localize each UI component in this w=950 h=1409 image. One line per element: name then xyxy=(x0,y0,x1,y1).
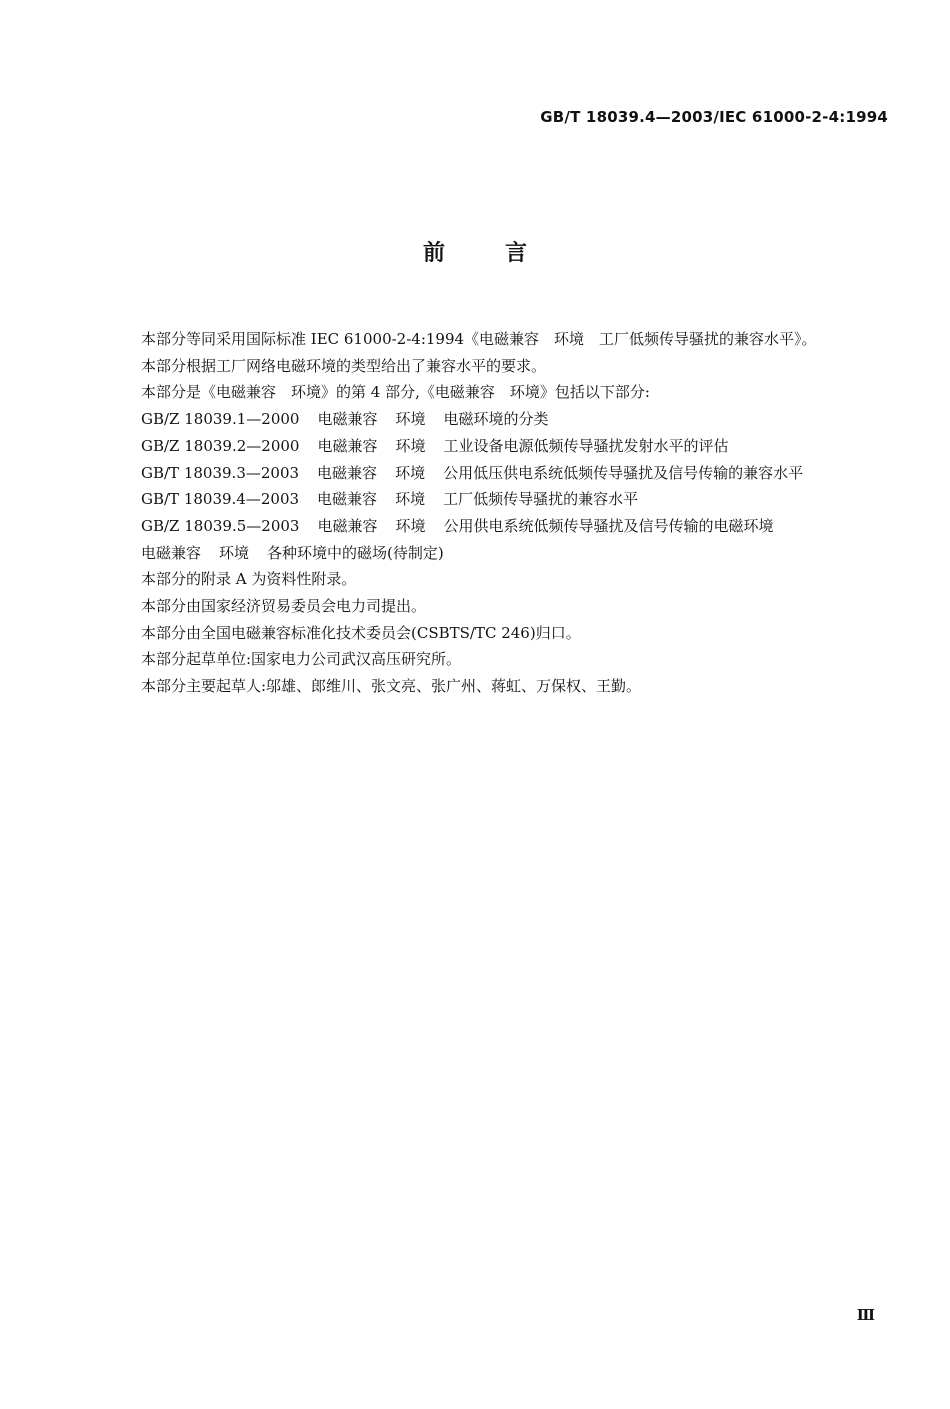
standard-title-part1: 电磁兼容 xyxy=(317,463,378,482)
page-number: Ⅲ xyxy=(856,1306,875,1324)
standard-title-part2: 环境 xyxy=(395,516,426,535)
standard-title-part3: 工厂低频传导骚扰的兼容水平 xyxy=(443,490,639,509)
standard-code: GB/Z 18039.2—2000 xyxy=(141,436,300,455)
standard-list-item xyxy=(107,406,891,433)
standard-code: GB/Z 18039.1—2000 xyxy=(141,410,300,429)
paragraph-proposed-by: 本部分由国家经济贸易委员会电力司提出。 xyxy=(141,597,427,616)
pending-title-part2: 环境 xyxy=(219,543,250,562)
standard-list-item xyxy=(107,513,891,540)
pending-title-part3: 各种环境中的磁场(待制定) xyxy=(267,543,444,562)
paragraph-drafting-unit: 本部分起草单位:国家电力公司武汉高压研究所。 xyxy=(141,650,462,669)
pending-title-part1: 电磁兼容 xyxy=(141,543,202,562)
standard-title-part1: 电磁兼容 xyxy=(317,436,378,455)
standard-title-part3: 公用供电系统低频传导骚扰及信号传输的电磁环境 xyxy=(443,516,774,535)
standard-title-part3: 公用低压供电系统低频传导骚扰及信号传输的兼容水平 xyxy=(443,463,804,482)
standard-title-part2: 环境 xyxy=(395,463,426,482)
standard-title-part2: 环境 xyxy=(395,410,426,429)
standard-code: GB/T 18039.4—2003 xyxy=(141,490,300,509)
standard-list-item xyxy=(107,460,891,487)
paragraph-adoption: 本部分等同采用国际标准 IEC 61000-2-4:1994《电磁兼容 环境 工厂低频传导骚扰的兼容水平》。 xyxy=(141,330,817,348)
standard-code: GB/T 18039.3—2003 xyxy=(141,463,300,482)
standard-list-item xyxy=(107,486,891,513)
foreword-body xyxy=(107,326,891,700)
standard-title-part1: 电磁兼容 xyxy=(317,490,378,509)
standard-title-part3: 工业设备电源低频传导骚扰发射水平的评估 xyxy=(443,436,729,455)
paragraph-under-jurisdiction: 本部分由全国电磁兼容标准化技术委员会(CSBTS/TC 246)归口。 xyxy=(141,623,581,642)
standard-code: GB/Z 18039.5—2003 xyxy=(141,516,300,535)
standard-title-part3: 电磁环境的分类 xyxy=(443,410,549,429)
paragraph-parts-intro: 本部分是《电磁兼容 环境》的第 4 部分,《电磁兼容 环境》包括以下部分: xyxy=(141,383,650,402)
standard-title-part1: 电磁兼容 xyxy=(317,516,378,535)
paragraph-drafters: 本部分主要起草人:邬雄、郎维川、张文亮、张广州、蒋虹、万保权、王勤。 xyxy=(141,677,642,696)
standard-title-part2: 环境 xyxy=(395,436,426,455)
standard-title-part1: 电磁兼容 xyxy=(317,410,378,429)
standard-list-item xyxy=(107,433,891,460)
pending-part-item xyxy=(107,540,891,567)
paragraph-annex: 本部分的附录 A 为资料性附录。 xyxy=(141,570,357,589)
paragraph-requirements: 本部分根据工厂网络电磁环境的类型给出了兼容水平的要求。 xyxy=(141,356,547,375)
standard-code-header: GB/T 18039.4—2003/IEC 61000-2-4:1994 xyxy=(540,108,888,126)
standard-title-part2: 环境 xyxy=(395,490,426,509)
page-title: 前言 xyxy=(422,241,587,266)
